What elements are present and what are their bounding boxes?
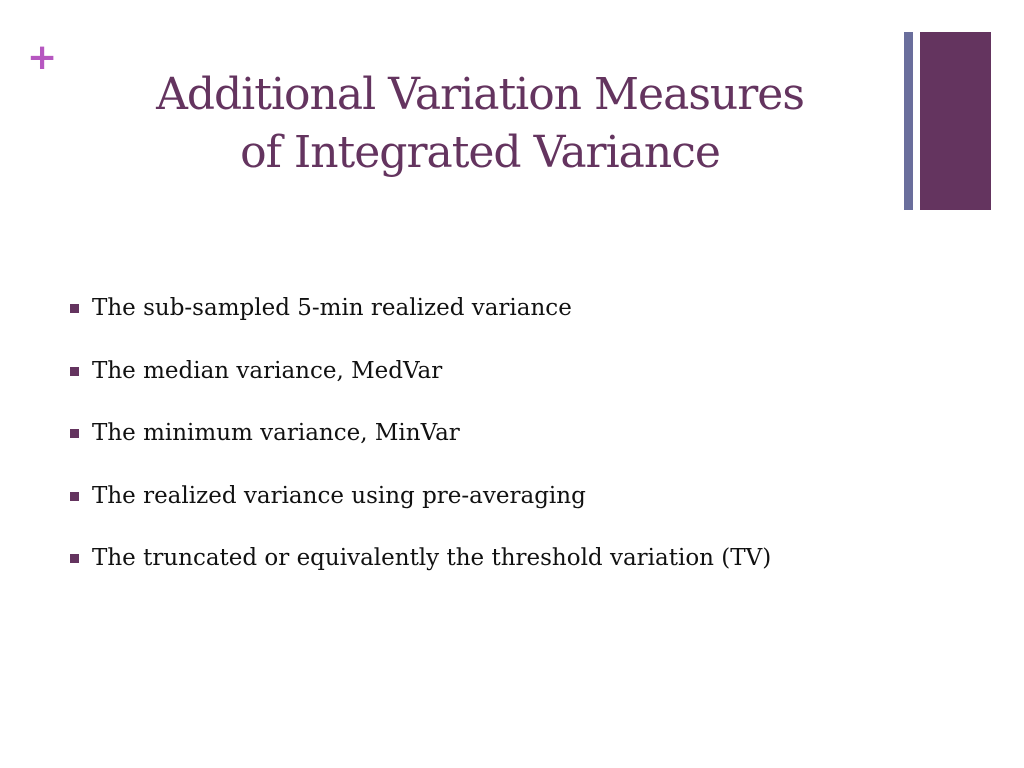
slide-title-line-1: Additional Variation Measures (156, 69, 804, 120)
slide-title (110, 66, 850, 182)
decorative-bar-thin (904, 32, 913, 210)
bullet-text: The truncated or equivalently the threshold variation (TV) (92, 545, 772, 571)
bullet-text: The realized variance using pre-averaging (92, 482, 586, 509)
square-bullet-icon (70, 304, 79, 313)
square-bullet-icon (70, 554, 79, 563)
decorative-bar-thick (920, 32, 991, 210)
square-bullet-icon (70, 492, 79, 501)
bullet-text: The minimum variance, MinVar (92, 420, 460, 446)
square-bullet-icon (70, 367, 79, 376)
bullet-text: The sub-sampled 5-min realized variance (92, 295, 572, 321)
slide-title-line-2: of Integrated Variance (240, 127, 720, 178)
bullet-text: The median variance, MedVar (92, 357, 443, 384)
square-bullet-icon (70, 429, 79, 438)
plus-icon: + (27, 37, 58, 78)
